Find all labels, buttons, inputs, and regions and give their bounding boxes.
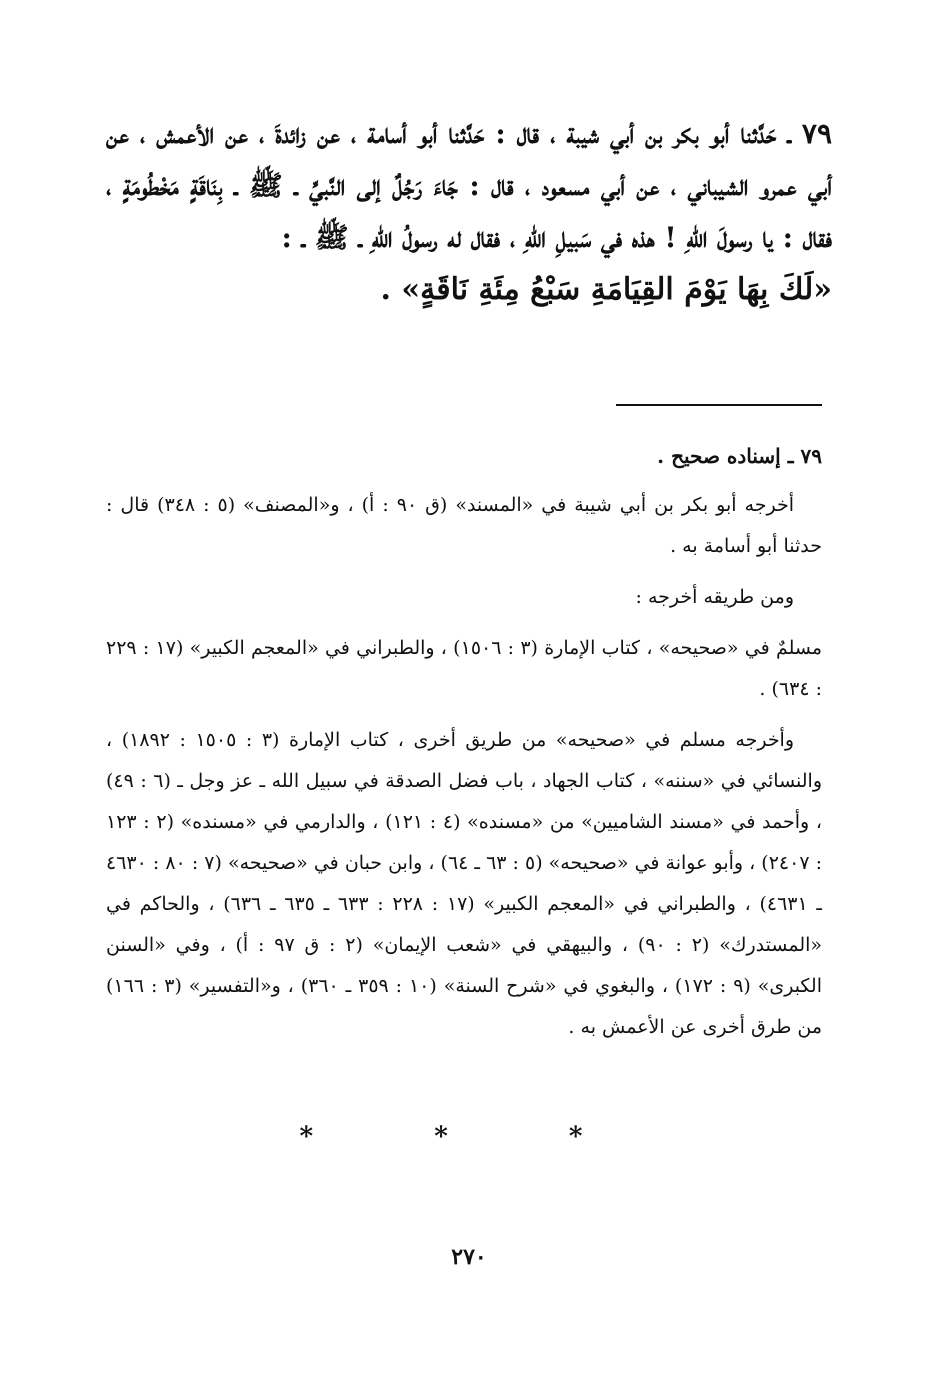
footnote-heading: ٧٩ ـ إسناده صحيح . (657, 444, 822, 468)
hadith-text: ٧٩ ـ حَدَّثنا أبو بكر بن أبي شيبة ، قال : حَدَّثنا أبو أسامة ، عن زائدةَ ، عن الأعمش ، عن أبي عمرو الشيباني ، عن أبي مسعود ، قال : جَاءَ رَجُلٌ إلى النَّبيِّ ـ ﷺ ـ بِنَاقَةٍ مَخْطُومَةٍ ، فقال : يا رسولَ اللهِ ! هذه في سَبيلِ اللهِ ، فقال له رسولُ اللهِ ـ ﷺ ـ : (106, 117, 832, 254)
section-separator: * * * (299, 1122, 639, 1152)
footnote-paragraph: ومن طريقه أخرجه : (635, 586, 794, 608)
hadith-quote: «لَكَ بِهَا يَوْمَ القِيَامَةِ سَبْعُ مِئَةِ نَاقَةٍ» . (380, 272, 832, 307)
footnote-paragraph: وأخرجه مسلم في «صحيحه» من طريق أخرى ، كتاب الإمارة (٣ : ١٥٠٥ : ١٨٩٢) ، والنسائي في «سننه» ، كتاب الجهاد ، باب فضل الصدقة في سبيل الله ـ عز وجل ـ (٦ : ٤٩) ، وأحمد في «مسند الشاميين» من «مسنده» (٤ : ١٢١) ، والدارمي في «مسنده» (٢ : ١٢٣ : ٢٤٠٧) ، وأبو عوانة في «صحيحه» (٥ : ٦٣ ـ ٦٤) ، وابن حبان في «صحيحه» (٧ : ٨٠ : ٤٦٣٠ ـ ٤٦٣١) ، والطبراني في «المعجم الكبير» (١٧ : ٢٢٨ : ٦٣٣ ـ ٦٣٥ ـ ٦٣٦) ، والحاكم في «المستدرك» (٢ : ٩٠) ، والبيهقي في «شعب الإيمان» (٢ : ق ٩٧ : أ) ، وفي «السنن الكبرى» (٩ : ١٧٢) ، والبغوي في «شرح السنة» (١٠ : ٣٥٩ ـ ٣٦٠) ، و«التفسير» (٣ : ١٦٦) من طرق أخرى عن الأعمش به . (106, 729, 823, 1038)
footnotes (106, 436, 822, 1058)
footnote-divider (616, 404, 822, 406)
hadith-block (106, 108, 832, 316)
footnote-paragraph: مسلمٌ في «صحيحه» ، كتاب الإمارة (٣ : ١٥٠٦) ، والطبراني في «المعجم الكبير» (١٧ : ٢٢٩ : ٦٣٤) . (106, 637, 823, 700)
page-number: ٢٧٠ (451, 1244, 487, 1270)
footnote-paragraph: أخرجه أبو بكر بن أبي شيبة في «المسند» (ق ٩٠ : أ) ، و«المصنف» (٥ : ٣٤٨) قال : حدثنا أبو أسامة به . (106, 494, 822, 557)
